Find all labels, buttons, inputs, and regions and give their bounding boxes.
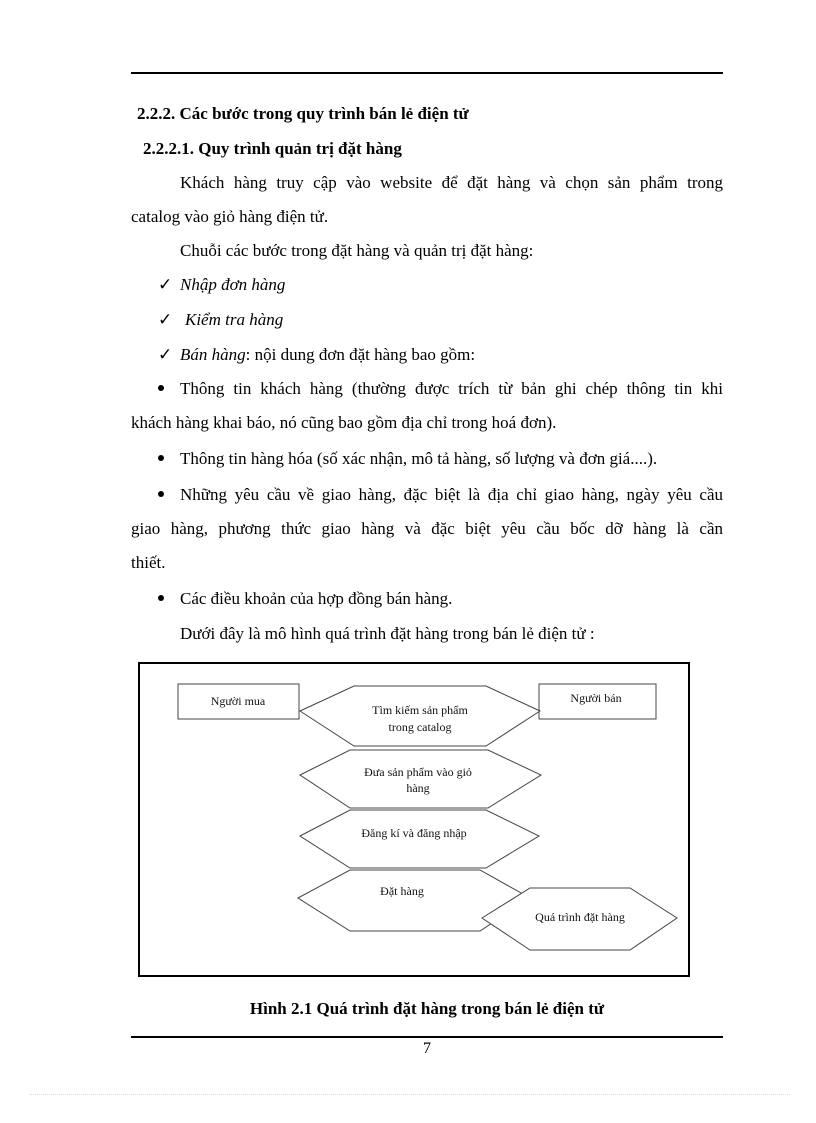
check-item-kiem-tra-hang: Kiểm tra hàng	[185, 310, 284, 329]
page-bottom-dotted-line	[30, 1094, 790, 1095]
bullet-1-line-2: khách hàng khai báo, nó cũng bao gồm địa chỉ trong hoá đơn).	[131, 413, 557, 432]
paragraph-1-line-1: Khách hàng truy cập vào website để đặt hàng và chọn sản phẩm trong	[180, 173, 723, 192]
check-mark-icon: ✓	[158, 310, 173, 329]
step4-label: Đặt hàng	[380, 884, 424, 898]
bullet-3-line-2: giao hàng, phương thức giao hàng và đặc biệt yêu cầu bốc dỡ hàng là cần	[131, 519, 723, 538]
check-item-ban-hang	[180, 344, 475, 366]
check-mark-icon: ✓	[158, 275, 173, 294]
process-label: Quá trình đặt hàng	[535, 910, 625, 924]
check-item-ban-hang-label: Bán hàng	[180, 345, 246, 364]
buyer-label: Người mua	[210, 694, 266, 708]
bullet-3-line-3: thiết.	[131, 553, 166, 572]
bullet-4: Các điều khoản của hợp đồng bán hàng.	[180, 589, 453, 608]
footer-rule	[131, 1036, 723, 1038]
step2-label-1: Đưa sản phẩm vào giỏ	[364, 765, 472, 779]
page-number: 7	[423, 1040, 431, 1057]
bullet-3-line-1: Những yêu cầu về giao hàng, đặc biệt là địa chỉ giao hàng, ngày yêu cầu	[180, 485, 723, 504]
paragraph-3: Dưới đây là mô hình quá trình đặt hàng trong bán lẻ điện tử :	[180, 624, 595, 643]
step2-label-2: hàng	[406, 781, 430, 795]
figure-caption: Hình 2.1 Quá trình đặt hàng trong bán lẻ điện tử	[249, 999, 605, 1018]
check-item-nhap-don-hang: Nhập đơn hàng	[180, 275, 286, 294]
paragraph-1-line-2: catalog vào giỏ hàng điện tử.	[131, 207, 329, 226]
order-process-diagram	[138, 662, 690, 977]
bullet-icon	[158, 385, 164, 391]
check-mark-icon: ✓	[158, 345, 173, 364]
section-heading: 2.2.2. Các bước trong quy trình bán lẻ điện tử	[137, 104, 469, 123]
paragraph-2: Chuỗi các bước trong đặt hàng và quản trị đặt hàng:	[180, 241, 534, 260]
step2-hexagon	[300, 750, 541, 808]
bullet-icon	[158, 595, 164, 601]
subsection-heading: 2.2.2.1. Quy trình quản trị đặt hàng	[143, 139, 402, 158]
step1-label-1: Tìm kiếm sản phẩm	[372, 703, 468, 717]
bullet-icon	[158, 491, 164, 497]
header-rule	[131, 72, 723, 74]
bullet-1-line-1: Thông tin khách hàng (thường được trích từ bản ghi chép thông tin khi	[180, 379, 723, 398]
seller-label: Người bán	[570, 691, 622, 705]
step1-label-2: trong catalog	[388, 720, 452, 734]
bullet-2: Thông tin hàng hóa (số xác nhận, mô tả hàng, số lượng và đơn giá....).	[180, 449, 658, 468]
step3-label: Đăng kí và đăng nhập	[361, 826, 467, 840]
check-item-ban-hang-desc: : nội dung đơn đặt hàng bao gồm:	[245, 345, 476, 364]
bullet-icon	[158, 455, 164, 461]
